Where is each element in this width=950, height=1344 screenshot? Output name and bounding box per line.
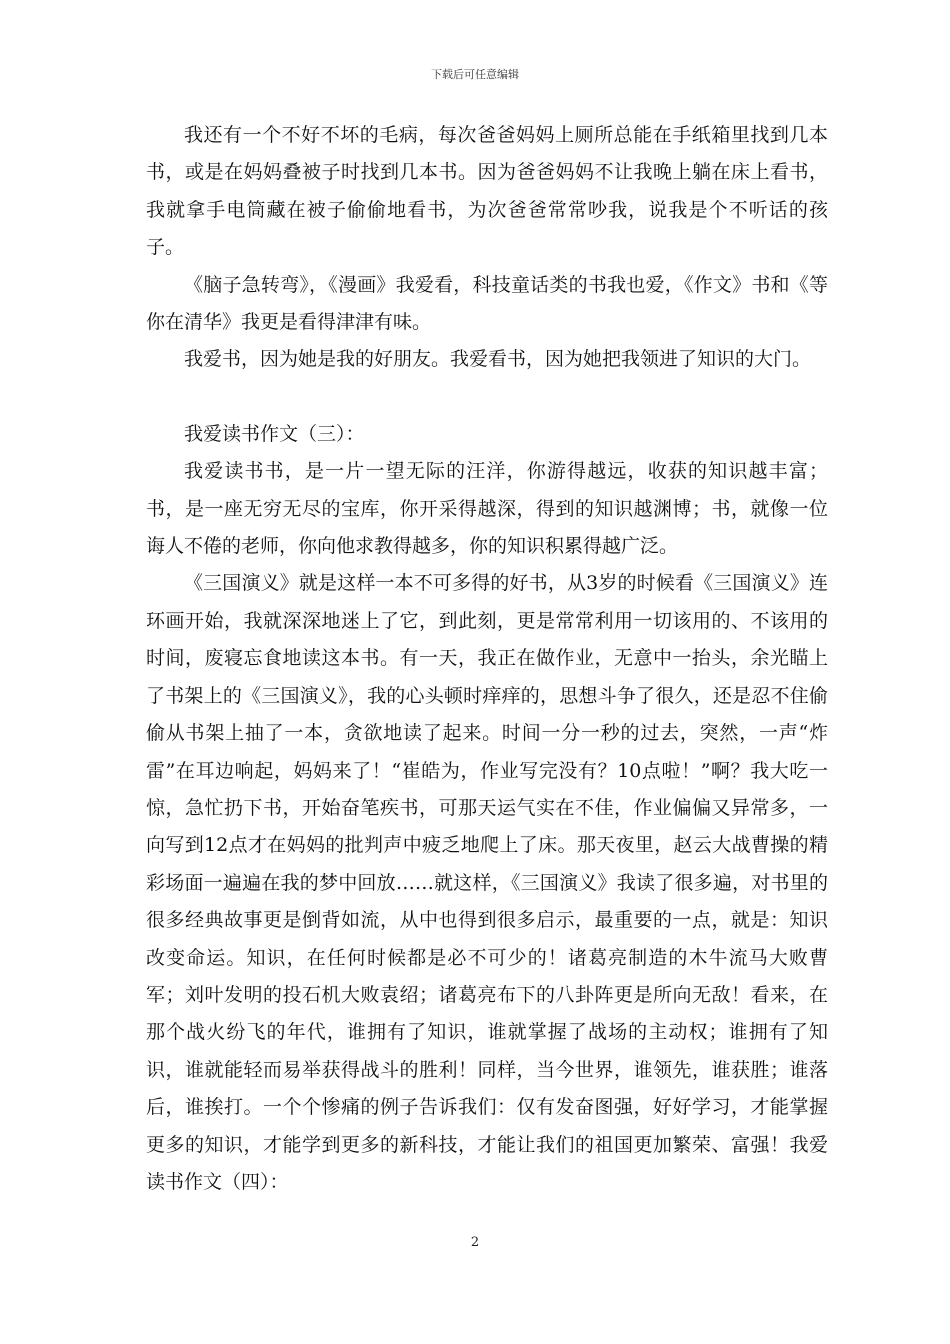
page-number: 2 xyxy=(470,1235,480,1250)
paragraph: 我爱书，因为她是我的好朋友。我爱看书，因为她把我领进了知识的大门。 xyxy=(184,348,812,371)
paragraph: 《三国演义》就是这样一本不可多得的好书，从3岁的时候看《三国演义》连环画开始，我就深深地迷上了它，到此刻，更是常常利用一切该用的、不该用的时间，废寝忘食地读这本书。有一天，我正在做作业，无意中一抬头，余光瞄上了书架上的《三国演义》，我的心头顿时痒痒的，思想斗争了很久，还是忍不住偷偷从书架上抽了一本，贪欲地读了起来。时间一分一秒的过去，突然，一声“炸雷”在耳边响起，妈妈来了！“崔皓为，作业写完没有？10点啦！”啊？我大吃一惊，急忙扔下书，开始奋笔疾书，可那天运气实在不佳，作业偏偏又异常多，一向写到12点才在妈妈的批判声中疲乏地爬上了床。那天夜里，赵云大战曹操的精彩场面一遍遍在我的梦中回放……就这样，《三国演义》我读了很多遍，对书里的很多经典故事更是倒背如流，从中也得到很多启示，最重要的一点，就是：知识改变命运。知识，在任何时候都是必不可少的！诸葛亮制造的木牛流马大败曹军；刘叶发明的投石机大败袁绍；诸葛亮布下的八卦阵更是所向无敌！看来，在那个战火纷飞的年代，谁拥有了知识，谁就掌握了战场的主动权；谁拥有了知识，谁就能轻而易举获得战斗的胜利！同样，当今世界，谁领先，谁获胜；谁落后，谁挨打。一个个惨痛的例子告诉我们：仅有发奋图强，好好学习，才能掌握更多的知识，才能学到更多的新科技，才能让我们的祖国更加繁荣、富强！我爱读书作文（四）： xyxy=(146,572,828,1193)
paragraph: 我还有一个不好不坏的毛病，每次爸爸妈妈上厕所总能在手纸箱里找到几本书，或是在妈妈叠被子时找到几本书。因为爸爸妈妈不让我晚上躺在床上看书，我就拿手电筒藏在被子偷偷地看书，为次爸爸常常吵我，说我是个不听话的孩子。 xyxy=(146,124,828,259)
page-header: 下载后可任意编辑 xyxy=(431,68,519,81)
paragraph: 我爱读书书，是一片一望无际的汪洋，你游得越远，收获的知识越丰富；书，是一座无穷无尽的宝库，你开采得越深，得到的知识越渊博；书，就像一位诲人不倦的老师，你向他求教得越多，你的知识积累得越广泛。 xyxy=(146,460,828,558)
section-title: 我爱读书作文（三）： xyxy=(184,422,365,445)
paragraph-gap xyxy=(146,379,828,416)
paragraph: 《脑子急转弯》，《漫画》我爱看，科技童话类的书我也爱，《作文》书和《等你在清华》我更是看得津津有味。 xyxy=(146,273,828,334)
document-body xyxy=(146,117,828,1201)
